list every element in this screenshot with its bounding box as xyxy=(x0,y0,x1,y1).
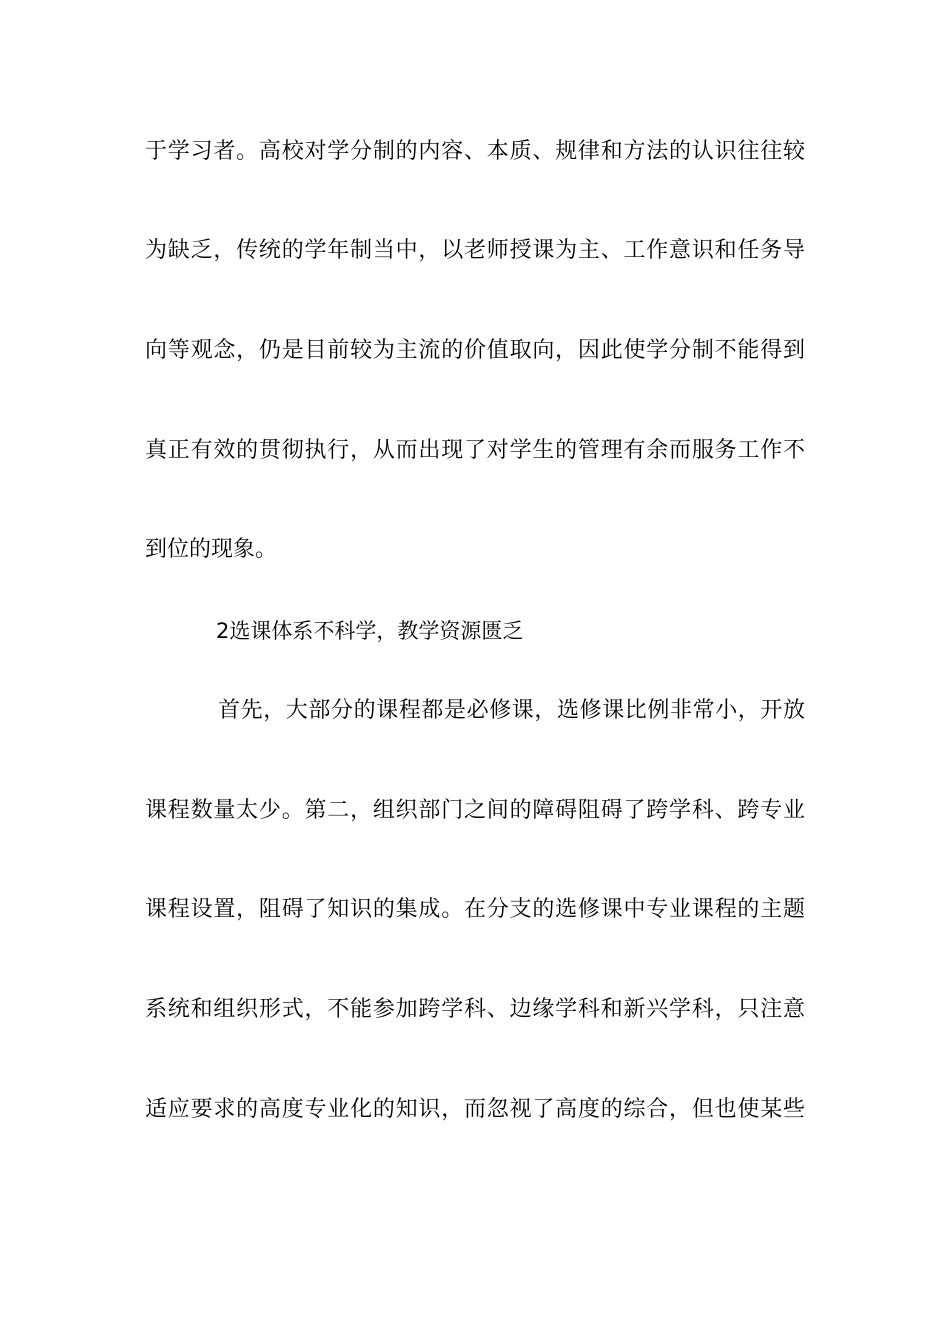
paragraph-2-line-1: 首先，大部分的课程都是必修课，选修课比例非常小，开放 xyxy=(218,698,805,723)
paragraph-2-line-2: 课程数量太少。第二，组织部门之间的障碍阻碍了跨学科、跨专业 xyxy=(145,798,805,823)
paragraph-1-line-1: 于学习者。高校对学分制的内容、本质、规律和方法的认识往往较 xyxy=(145,139,805,164)
paragraph-1-line-2: 为缺乏，传统的学年制当中，以老师授课为主、工作意识和任务导 xyxy=(145,238,805,263)
paragraph-1-line-5: 到位的现象。 xyxy=(145,537,278,562)
paragraph-2-line-4: 系统和组织形式，不能参加跨学科、边缘学科和新兴学科，只注意 xyxy=(145,997,805,1022)
paragraph-2-line-5: 适应要求的高度专业化的知识，而忽视了高度的综合，但也使某些 xyxy=(145,1097,805,1122)
paragraph-1-line-4: 真正有效的贯彻执行，从而出现了对学生的管理有余而服务工作不 xyxy=(145,438,805,463)
paragraph-1-line-3: 向等观念，仍是目前较为主流的价值取向，因此使学分制不能得到 xyxy=(145,338,805,363)
paragraph-2-line-3: 课程设置，阻碍了知识的集成。在分支的选修课中专业课程的主题 xyxy=(145,897,805,922)
section-heading: 2选课体系不科学，教学资源匮乏 xyxy=(216,619,524,643)
